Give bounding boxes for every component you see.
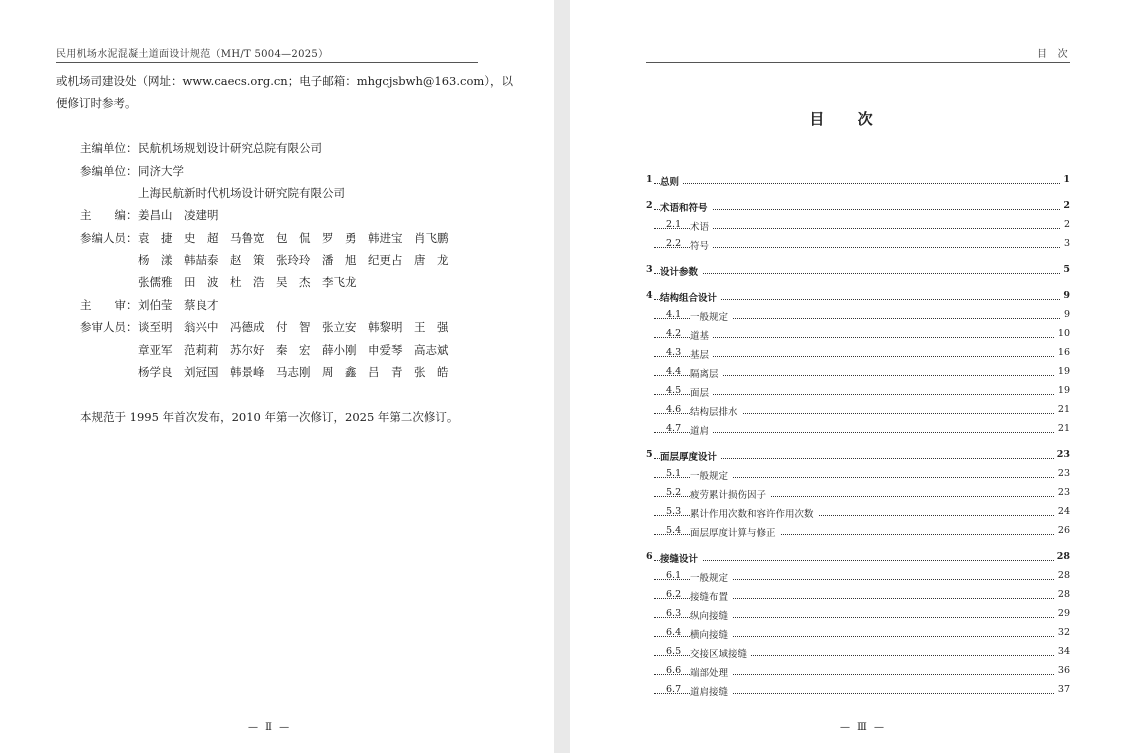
toc-entry-title: 设计参数 bbox=[660, 264, 702, 278]
toc-entry-title: 面层 bbox=[690, 385, 713, 399]
toc-dot-leader bbox=[654, 273, 1060, 274]
toc-entry[interactable] bbox=[646, 587, 1070, 603]
person-name: 田 波 bbox=[184, 275, 219, 289]
person-name: 王 强 bbox=[414, 320, 449, 334]
toc-entry-title: 接缝设计 bbox=[660, 551, 702, 565]
toc-entry[interactable] bbox=[646, 262, 1070, 278]
toc-entry[interactable] bbox=[646, 682, 1070, 698]
toc-dot-leader bbox=[654, 560, 1060, 561]
person-name: 申爱琴 bbox=[368, 343, 403, 357]
toc-entry-number: 4.7 bbox=[666, 423, 682, 434]
toc-entry-number: 6 bbox=[646, 551, 653, 562]
person-name: 章亚军 bbox=[138, 343, 173, 357]
person-name: 袁 捷 bbox=[138, 231, 173, 245]
toc-entry-page: 23 bbox=[1054, 449, 1070, 460]
toc-entry-page: 28 bbox=[1055, 570, 1070, 581]
toc-entry-page: 23 bbox=[1055, 487, 1070, 498]
toc-entry-page: 24 bbox=[1055, 506, 1070, 517]
toc-entry-number: 6.6 bbox=[666, 665, 682, 676]
toc-dot-leader bbox=[654, 356, 1060, 357]
toc-dot-leader bbox=[654, 209, 1060, 210]
header-rule bbox=[646, 62, 1070, 63]
toc-entry[interactable] bbox=[646, 421, 1070, 437]
toc-entry-number: 5 bbox=[646, 449, 653, 460]
toc-entry-page: 21 bbox=[1055, 423, 1070, 434]
person-name: 谈至明 bbox=[138, 320, 173, 334]
toc-entry[interactable] bbox=[646, 198, 1070, 214]
toc-entry-title: 端部处理 bbox=[690, 665, 732, 679]
toc-entry-number: 6.7 bbox=[666, 684, 682, 695]
toc-entry-page: 9 bbox=[1060, 290, 1070, 301]
person-name: 翁兴中 bbox=[184, 320, 219, 334]
person-name: 刘冠国 bbox=[184, 365, 219, 379]
page-number: — Ⅱ — bbox=[248, 722, 292, 733]
person-name: 张 皓 bbox=[414, 365, 449, 379]
person-name: 范莉莉 bbox=[184, 343, 219, 357]
toc-dot-leader bbox=[654, 394, 1060, 395]
co-unit: 上海民航新时代机场设计研究院有限公司 bbox=[138, 186, 345, 200]
running-header: 目 次 bbox=[1037, 49, 1068, 60]
toc-entry-page: 36 bbox=[1055, 665, 1070, 676]
person-name: 韩黎明 bbox=[368, 320, 403, 334]
toc-entry-page: 26 bbox=[1055, 525, 1070, 536]
person-name: 杨 漾 bbox=[138, 253, 173, 267]
toc-entry[interactable] bbox=[646, 485, 1070, 501]
person-name: 韩进宝 bbox=[368, 231, 403, 245]
person-name: 杜 浩 bbox=[230, 275, 265, 289]
toc-entry-number: 6.1 bbox=[666, 570, 682, 581]
person-name: 付 智 bbox=[276, 320, 311, 334]
toc-entry-title: 纵向接缝 bbox=[690, 608, 732, 622]
toc-entry-title: 总则 bbox=[660, 174, 683, 188]
person-name: 李飞龙 bbox=[322, 275, 357, 289]
toc-entry-number: 2.2 bbox=[666, 238, 682, 249]
toc-entry-title: 一般规定 bbox=[690, 309, 732, 323]
toc-entry-number: 4.4 bbox=[666, 366, 682, 377]
co-editor-label: 参编人员： bbox=[80, 231, 138, 245]
person-name: 吕 青 bbox=[368, 365, 403, 379]
toc-entry-title: 结构层排水 bbox=[690, 404, 742, 418]
person-name: 张立安 bbox=[322, 320, 357, 334]
toc-entry[interactable] bbox=[646, 644, 1070, 660]
toc-entry-page: 5 bbox=[1060, 264, 1070, 275]
toc-entry-page: 34 bbox=[1055, 646, 1070, 657]
toc-dot-leader bbox=[654, 247, 1060, 248]
toc-dot-leader bbox=[654, 337, 1060, 338]
toc-entry-number: 5.1 bbox=[666, 468, 682, 479]
toc-entry-title: 面层厚度设计 bbox=[660, 449, 721, 463]
toc-dot-leader bbox=[654, 432, 1060, 433]
toc-entry-number: 1 bbox=[646, 174, 653, 185]
toc-entry-page: 29 bbox=[1055, 608, 1070, 619]
toc-entry-page: 28 bbox=[1055, 589, 1070, 600]
toc-entry-title: 接缝布置 bbox=[690, 589, 732, 603]
person-name: 罗 勇 bbox=[322, 231, 357, 245]
person-name: 杨学良 bbox=[138, 365, 173, 379]
header-rule bbox=[56, 62, 478, 63]
toc-title: 目 次 bbox=[809, 110, 887, 128]
person-name: 肖飞鹏 bbox=[414, 231, 449, 245]
toc-entry-title: 道基 bbox=[690, 328, 713, 342]
toc-entry-number: 5.2 bbox=[666, 487, 682, 498]
toc-entry[interactable] bbox=[646, 172, 1070, 188]
person-name: 纪更占 bbox=[368, 253, 403, 267]
toc-entry-number: 2 bbox=[646, 200, 653, 211]
toc-dot-leader bbox=[654, 183, 1060, 184]
toc-entry-number: 2.1 bbox=[666, 219, 682, 230]
person-name: 薛小刚 bbox=[322, 343, 357, 357]
intro-line-2: 便修订时参考。 bbox=[56, 96, 137, 110]
toc-entry-title: 面层厚度计算与修正 bbox=[690, 525, 780, 539]
toc-entry-number: 4.6 bbox=[666, 404, 682, 415]
toc-entry[interactable] bbox=[646, 568, 1070, 584]
toc-entry-page: 10 bbox=[1055, 328, 1070, 339]
toc-entry-page: 1 bbox=[1060, 174, 1070, 185]
toc-entry-page: 2 bbox=[1061, 219, 1070, 230]
left-page bbox=[0, 0, 554, 753]
toc-entry-page: 28 bbox=[1054, 551, 1070, 562]
toc-entry-number: 6.2 bbox=[666, 589, 682, 600]
person-name: 张玲玲 bbox=[276, 253, 311, 267]
toc-entry-number: 4.2 bbox=[666, 328, 682, 339]
toc-entry[interactable] bbox=[646, 523, 1070, 539]
toc-entry-title: 交接区域接缝 bbox=[690, 646, 751, 660]
toc-entry[interactable] bbox=[646, 663, 1070, 679]
toc-entry-title: 疲劳累计损伤因子 bbox=[690, 487, 770, 501]
person-name: 史 超 bbox=[184, 231, 219, 245]
person-name: 潘 旭 bbox=[322, 253, 357, 267]
chief-unit-label: 主编单位： bbox=[80, 141, 138, 155]
toc-entry-number: 4.5 bbox=[666, 385, 682, 396]
reviewer-label: 参审人员： bbox=[80, 320, 138, 334]
toc-entry-title: 隔离层 bbox=[690, 366, 723, 380]
toc-entry-page: 2 bbox=[1060, 200, 1070, 211]
toc-entry-title: 道肩 bbox=[690, 423, 713, 437]
chief-reviewers: 刘伯莹 蔡良才 bbox=[138, 298, 219, 312]
person-name: 韩喆泰 bbox=[184, 253, 219, 267]
person-name: 马鲁宽 bbox=[230, 231, 265, 245]
person-name: 包 侃 bbox=[276, 231, 311, 245]
toc-entry[interactable] bbox=[646, 504, 1070, 520]
toc-entry-number: 4.3 bbox=[666, 347, 682, 358]
toc-entry-title: 基层 bbox=[690, 347, 713, 361]
toc-entry-number: 6.5 bbox=[666, 646, 682, 657]
toc-entry-title: 结构组合设计 bbox=[660, 290, 721, 304]
toc-entry-title: 术语 bbox=[690, 219, 713, 233]
toc-entry[interactable] bbox=[646, 288, 1070, 304]
toc-entry-number: 5.3 bbox=[666, 506, 682, 517]
toc-entry-page: 9 bbox=[1061, 309, 1070, 320]
person-name: 秦 宏 bbox=[276, 343, 311, 357]
toc-entry-number: 5.4 bbox=[666, 525, 682, 536]
person-name: 苏尔好 bbox=[230, 343, 265, 357]
toc-entry-page: 19 bbox=[1055, 385, 1070, 396]
toc-entry-number: 4 bbox=[646, 290, 653, 301]
toc-entry[interactable] bbox=[646, 447, 1070, 463]
running-header: 民用机场水泥混凝土道面设计规范（MH/T 5004—2025） bbox=[56, 49, 329, 60]
toc-entry-title: 符号 bbox=[690, 238, 713, 252]
toc-entry[interactable] bbox=[646, 307, 1070, 323]
toc-entry-page: 19 bbox=[1055, 366, 1070, 377]
toc-entry-page: 37 bbox=[1055, 684, 1070, 695]
chief-editors: 姜昌山 凌建明 bbox=[138, 208, 219, 222]
toc-entry[interactable] bbox=[646, 606, 1070, 622]
right-page bbox=[570, 0, 1126, 753]
toc-entry-page: 16 bbox=[1055, 347, 1070, 358]
toc-entry[interactable] bbox=[646, 236, 1070, 252]
toc-entry[interactable] bbox=[646, 345, 1070, 361]
person-name: 韩景峰 bbox=[230, 365, 265, 379]
revision-history: 本规范于 1995 年首次发布，2010 年第一次修订，2025 年第二次修订。 bbox=[80, 410, 459, 424]
person-name: 冯德成 bbox=[230, 320, 265, 334]
toc-entry-page: 21 bbox=[1055, 404, 1070, 415]
toc-entry-title: 道肩接缝 bbox=[690, 684, 732, 698]
toc-entry-title: 累计作用次数和容许作用次数 bbox=[690, 506, 818, 520]
toc-entry-number: 6.3 bbox=[666, 608, 682, 619]
co-unit-label: 参编单位： bbox=[80, 164, 138, 178]
chief-reviewer-label: 主 审： bbox=[80, 298, 138, 312]
toc-entry-title: 术语和符号 bbox=[660, 200, 712, 214]
person-name: 张儒雅 bbox=[138, 275, 173, 289]
toc-entry[interactable] bbox=[646, 383, 1070, 399]
person-name: 马志刚 bbox=[276, 365, 311, 379]
toc-entry-title: 横向接缝 bbox=[690, 627, 732, 641]
person-name: 唐 龙 bbox=[414, 253, 449, 267]
person-name: 高志斌 bbox=[414, 343, 449, 357]
chief-editor-label: 主 编： bbox=[80, 208, 138, 222]
toc-entry-number: 4.1 bbox=[666, 309, 682, 320]
toc-dot-leader bbox=[654, 228, 1060, 229]
toc-entry[interactable] bbox=[646, 326, 1070, 342]
co-unit: 同济大学 bbox=[138, 164, 184, 178]
toc-entry[interactable] bbox=[646, 549, 1070, 565]
chief-unit: 民航机场规划设计研究总院有限公司 bbox=[138, 141, 322, 155]
toc-entry-title: 一般规定 bbox=[690, 570, 732, 584]
toc-entry[interactable] bbox=[646, 402, 1070, 418]
toc-entry[interactable] bbox=[646, 217, 1070, 233]
person-name: 赵 策 bbox=[230, 253, 265, 267]
page-number: — Ⅲ — bbox=[840, 722, 887, 733]
toc-entry[interactable] bbox=[646, 466, 1070, 482]
toc-entry-title: 一般规定 bbox=[690, 468, 732, 482]
toc-entry-number: 6.4 bbox=[666, 627, 682, 638]
person-name: 周 鑫 bbox=[322, 365, 357, 379]
toc-entry-page: 3 bbox=[1061, 238, 1070, 249]
toc-entry[interactable] bbox=[646, 625, 1070, 641]
intro-line-1: 或机场司建设处（网址：www.caecs.org.cn；电子邮箱：mhgcjsbwh@163.com），以 bbox=[56, 74, 514, 88]
toc-entry-number: 3 bbox=[646, 264, 653, 275]
toc-entry-page: 32 bbox=[1055, 627, 1070, 638]
toc-entry[interactable] bbox=[646, 364, 1070, 380]
person-name: 吴 杰 bbox=[276, 275, 311, 289]
toc-entry-page: 23 bbox=[1055, 468, 1070, 479]
